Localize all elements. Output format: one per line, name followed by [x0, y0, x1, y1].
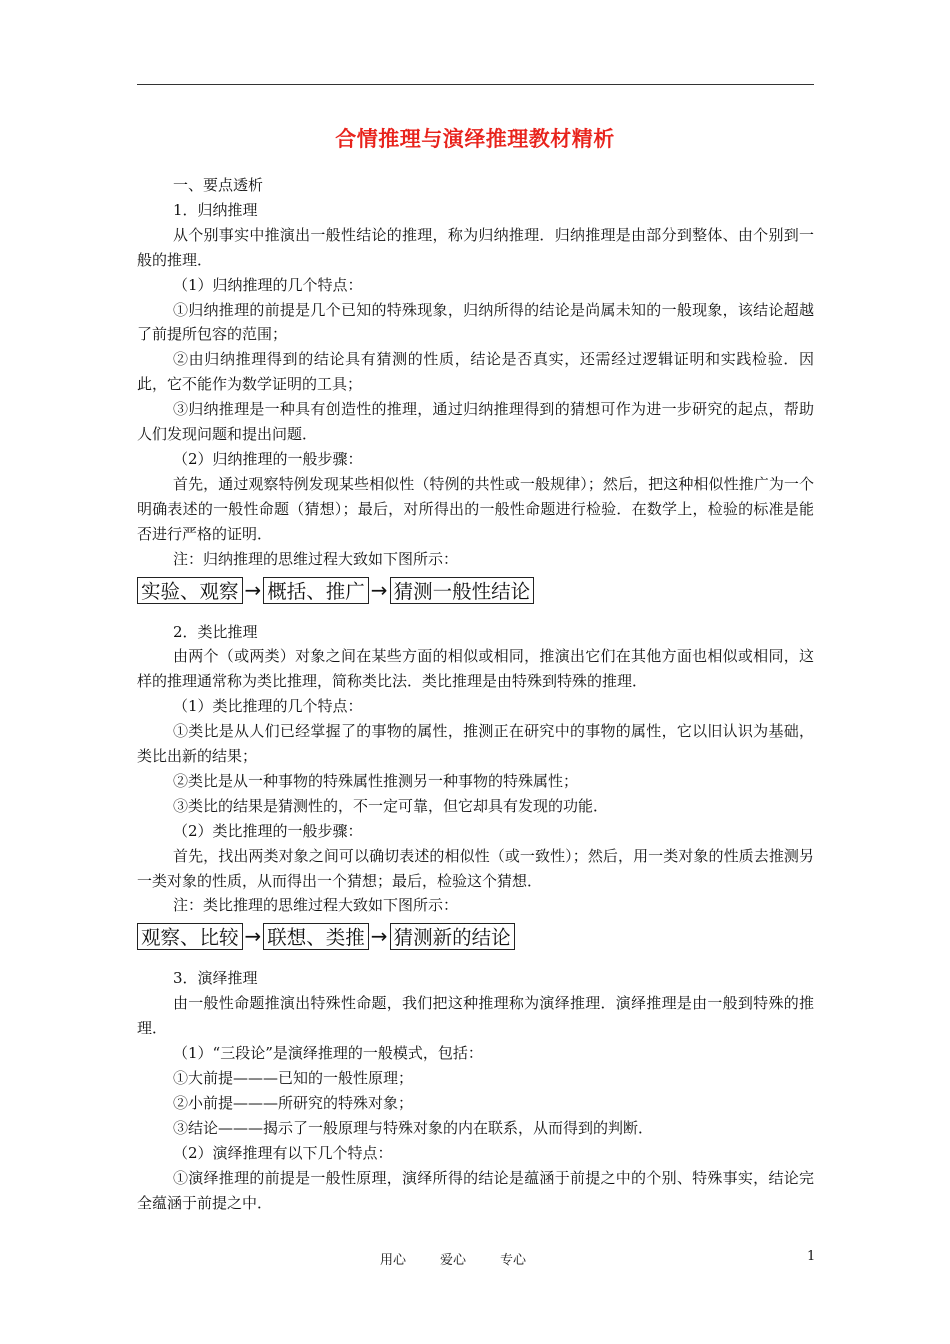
- subsection-heading-deduction: 3．演绎推理: [173, 969, 258, 988]
- paragraph: 由一般性命题推演出特殊性命题，我们把这种推理称为演绎推理．演绎推理是由一般到特殊的推理．: [137, 994, 814, 1038]
- header-rule: [137, 84, 814, 85]
- note: 注：类比推理的思维过程大致如下图所示：: [173, 896, 459, 915]
- flow-box: 猜测新的结论: [390, 923, 515, 950]
- footer-word: 用心: [380, 1253, 407, 1268]
- paragraph: 首先，通过观察特例发现某些相似性（特例的共性或一般规律）；然后，把这种相似性推广为一个明确表述的一般性命题（猜想）；最后，对所得出的一般性命题进行检验．在数学上，检验的标准是能否进行严格的证明．: [137, 474, 814, 543]
- footer-slogan: [380, 1249, 560, 1268]
- list-item: ③类比的结果是猜测性的，不一定可靠，但它却具有发现的功能．: [173, 796, 609, 815]
- flow-box: 概括、推广: [263, 577, 369, 604]
- page-number: 1: [807, 1249, 816, 1264]
- list-heading: （1）类比推理的几个特点：: [173, 697, 363, 716]
- body-text: [137, 173, 814, 1215]
- flow-box: 实验、观察: [137, 577, 243, 604]
- flow-box: 猜测一般性结论: [390, 577, 535, 604]
- flow-diagram-analogy: [137, 920, 814, 953]
- list-item: ①类比是从人们已经掌握了的事物的属性，推测正在研究中的事物的属性，它以旧认识为基础，类比出新的结果；: [137, 722, 814, 766]
- list-item: ③结论———揭示了一般原理与特殊对象的内在联系，从而得到的判断．: [173, 1118, 654, 1137]
- list-heading: （1）“三段论”是演绎推理的一般模式，包括：: [173, 1044, 483, 1063]
- list-item: ①演绎推理的前提是一般性原理，演绎所得的结论是蕴涵于前提之中的个别、特殊事实，结论完全蕴涵于前提之中．: [137, 1168, 814, 1212]
- list-heading: （2）类比推理的一般步骤：: [173, 821, 363, 840]
- list-item: ②小前提———所研究的特殊对象；: [173, 1093, 414, 1112]
- list-item: ①大前提———已知的一般性原理；: [173, 1069, 414, 1087]
- list-item: ②由归纳推理得到的结论具有猜测的性质，结论是否真实，还需经过逻辑证明和实践检验．因此，它不能作为数学证明的工具；: [137, 350, 814, 394]
- note: 注：归纳推理的思维过程大致如下图所示：: [173, 549, 459, 568]
- list-heading: （2）演绎推理有以下几个特点：: [173, 1143, 393, 1162]
- list-heading: （1）归纳推理的几个特点：: [173, 275, 363, 294]
- list-item: ①归纳推理的前提是几个已知的特殊现象，归纳所得的结论是尚属未知的一般现象，该结论超越了前提所包容的范围；: [137, 300, 814, 344]
- flow-box: 联想、类推: [263, 923, 369, 950]
- paragraph: 首先，找出两类对象之间可以确切表述的相似性（或一致性）；然后，用一类对象的性质去推测另一类对象的性质，从而得出一个猜想；最后，检验这个猜想．: [137, 846, 814, 890]
- section-heading: 一、要点透析: [173, 176, 264, 194]
- page-title: 合情推理与演绎推理教材精析: [335, 127, 615, 151]
- list-heading: （2）归纳推理的一般步骤：: [173, 449, 363, 468]
- arrow-right-icon: →: [244, 924, 262, 949]
- list-item: ②类比是从一种事物的特殊属性推测另一种事物的特殊属性；: [173, 771, 579, 790]
- footer-word: 爱心: [440, 1253, 467, 1268]
- arrow-right-icon: →: [244, 577, 262, 602]
- flow-diagram-induction: [137, 574, 814, 607]
- subsection-heading-induction: 1．归纳推理: [173, 200, 258, 219]
- subsection-heading-analogy: 2．类比推理: [173, 622, 258, 641]
- paragraph: 由两个（或两类）对象之间在某些方面的相似或相同，推演出它们在其他方面也相似或相同，这样的推理通常称为类比推理，简称类比法．类比推理是由特殊到特殊的推理．: [137, 647, 814, 691]
- paragraph: 从个别事实中推演出一般性结论的推理，称为归纳推理．归纳推理是由部分到整体、由个别到一般的推理．: [137, 225, 814, 269]
- footer-word: 专心: [500, 1253, 527, 1268]
- flow-box: 观察、比较: [137, 923, 243, 950]
- arrow-right-icon: →: [370, 577, 388, 602]
- list-item: ③归纳推理是一种具有创造性的推理，通过归纳推理得到的猜想可作为进一步研究的起点，帮助人们发现问题和提出问题．: [137, 400, 814, 444]
- arrow-right-icon: →: [370, 924, 388, 949]
